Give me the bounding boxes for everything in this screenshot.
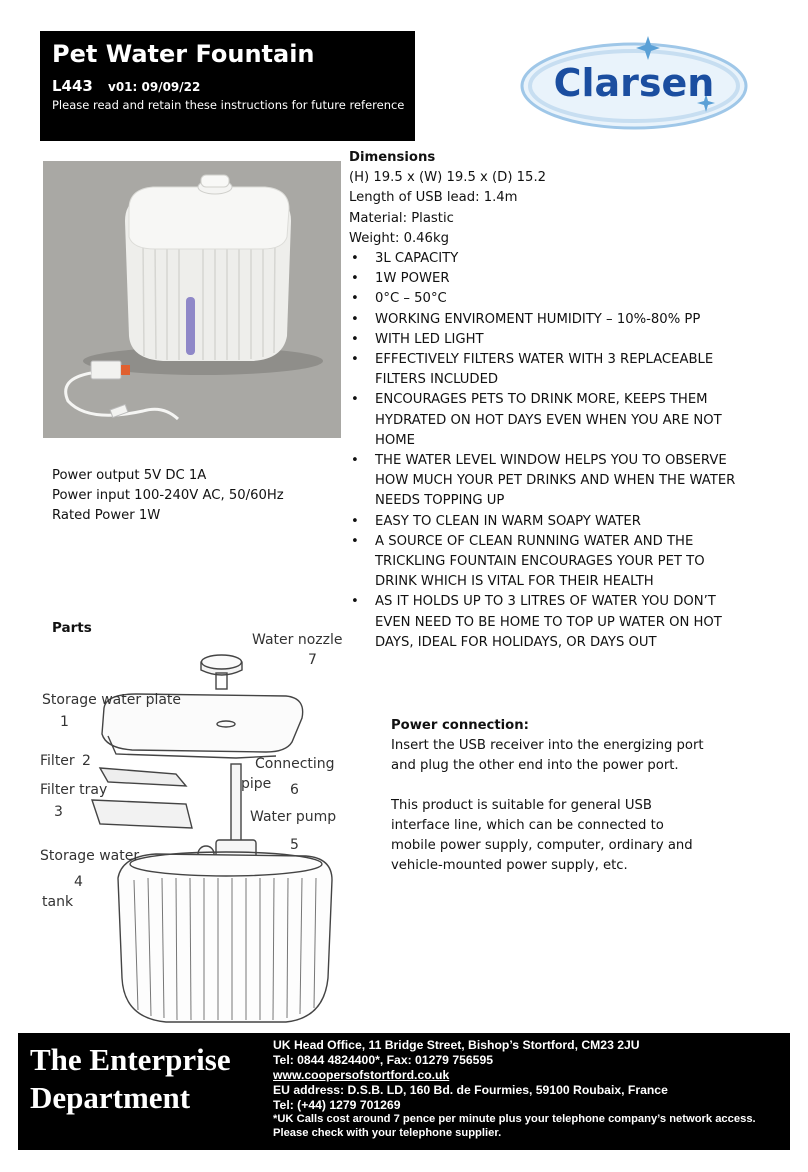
bullet: • bbox=[351, 513, 359, 529]
feature-list bbox=[349, 249, 769, 653]
power-connection bbox=[391, 716, 721, 876]
bullet: • bbox=[351, 251, 359, 267]
bullet: • bbox=[351, 331, 359, 347]
connection-compatibility: This product is suitable for general USB interface line, which can be connected to mobile power supply, computer, ordinary and vehicle-mounted power supply, etc. bbox=[391, 798, 693, 873]
bullet: • bbox=[351, 392, 359, 408]
contact-info bbox=[273, 1038, 756, 1140]
feature-item: • AS IT HOLDS UP TO 3 LITRES OF WATER YOU DON’T EVEN NEED TO BE HOME TO TOP UP WATER ON HOT DAYS, IDEAL FOR HOLIDAYS, OR DAYS OUT bbox=[351, 594, 722, 650]
label-num-1: 1 bbox=[60, 714, 69, 730]
bullet: • bbox=[351, 311, 359, 327]
label-storage-water: Storage water bbox=[40, 848, 140, 864]
label-pipe: pipe bbox=[241, 776, 272, 792]
retain-note: Please read and retain these instructions for future reference bbox=[52, 98, 405, 112]
specifications bbox=[349, 148, 769, 653]
supplier-note: Please check with your telephone supplier. bbox=[273, 1126, 502, 1139]
product-photo bbox=[43, 161, 341, 438]
label-storage-plate: Storage water plate bbox=[42, 692, 182, 708]
feature-item: • 1W POWER bbox=[349, 269, 769, 289]
bullet: • bbox=[351, 594, 359, 610]
bullet: • bbox=[351, 453, 359, 469]
version-date: v01: 09/09/22 bbox=[108, 80, 201, 94]
product-code: L443 bbox=[52, 77, 93, 95]
parts-diagram bbox=[36, 628, 376, 1033]
label-num-7: 7 bbox=[308, 652, 317, 668]
label-water-nozzle: Water nozzle bbox=[252, 632, 343, 648]
call-cost-note: *UK Calls cost around 7 pence per minute plus your telephone company’s network access. bbox=[273, 1113, 756, 1125]
spec-line: Weight: 0.46kg bbox=[349, 230, 449, 246]
label-num-2: 2 bbox=[82, 753, 91, 769]
power-input: Power input 100-240V AC, 50/60Hz bbox=[52, 488, 284, 504]
label-water-pump: Water pump bbox=[250, 809, 337, 825]
label-num-6: 6 bbox=[290, 782, 299, 798]
title-banner bbox=[40, 31, 415, 141]
feature-item: • WITH LED LIGHT bbox=[349, 330, 769, 350]
label-tank: tank bbox=[42, 894, 74, 910]
website-link[interactable]: www.coopersofstortford.co.uk bbox=[273, 1068, 450, 1082]
feature-item: • WORKING ENVIROMENT HUMIDITY – 10%-80% PP bbox=[349, 310, 769, 330]
eu-tel: Tel: (+44) 1279 701269 bbox=[273, 1098, 401, 1112]
bullet: • bbox=[351, 352, 359, 368]
footer bbox=[18, 1033, 790, 1150]
head-office: UK Head Office, 11 Bridge Street, Bishop’s Stortford, CM23 2JU bbox=[273, 1038, 640, 1052]
label-num-5: 5 bbox=[290, 837, 299, 853]
clarsen-logo bbox=[518, 30, 750, 134]
spec-line: (H) 19.5 x (W) 19.5 x (D) 15.2 bbox=[349, 170, 547, 186]
feature-item: • A SOURCE OF CLEAN RUNNING WATER AND THE TRICKLING FOUNTAIN ENCOURAGES YOUR PET TO DRINK WHICH IS VITAL FOR THEIR HEALTH bbox=[351, 533, 705, 590]
feature-item: • 0°C – 50°C bbox=[349, 289, 769, 309]
spec-line: Length of USB lead: 1.4m bbox=[349, 190, 518, 206]
bullet: • bbox=[351, 271, 359, 287]
label-connecting: Connecting bbox=[255, 756, 335, 772]
spec-line: Material: Plastic bbox=[349, 210, 454, 226]
feature-item: • EASY TO CLEAN IN WARM SOAPY WATER bbox=[349, 512, 769, 532]
label-filter-tray: Filter tray bbox=[40, 782, 108, 798]
power-specs bbox=[52, 466, 284, 527]
company-brand: The Enterprise Department bbox=[30, 1042, 231, 1115]
product-title: Pet Water Fountain bbox=[52, 40, 315, 68]
eu-address: EU address: D.S.B. LD, 160 Bd. de Fourmies, 59100 Roubaix, France bbox=[273, 1083, 668, 1097]
tel-fax: Tel: 0844 4824400*, Fax: 01279 756595 bbox=[273, 1053, 493, 1067]
parts-heading: Parts bbox=[52, 620, 92, 636]
dimensions-heading: Dimensions bbox=[349, 150, 436, 165]
bullet: • bbox=[351, 533, 359, 549]
label-filter: Filter bbox=[40, 753, 75, 769]
power-output: Power output 5V DC 1A bbox=[52, 468, 207, 483]
bullet: • bbox=[351, 291, 359, 307]
feature-item: • 3L CAPACITY bbox=[349, 249, 769, 269]
connection-instructions: Insert the USB receiver into the energizing port and plug the other end into the power port. bbox=[391, 738, 704, 773]
feature-item: • THE WATER LEVEL WINDOW HELPS YOU TO OBSERVE HOW MUCH YOUR PET DRINKS AND WHEN THE WATER NEEDS TOPPING UP bbox=[351, 453, 736, 509]
connection-heading: Power connection: bbox=[391, 718, 529, 733]
feature-item: • ENCOURAGES PETS TO DRINK MORE, KEEPS THEM HYDRATED ON HOT DAYS EVEN WHEN YOU ARE NOT HOME bbox=[351, 392, 722, 448]
label-num-3: 3 bbox=[54, 804, 63, 820]
feature-item: • EFFECTIVELY FILTERS WATER WITH 3 REPLACEABLE FILTERS INCLUDED bbox=[351, 352, 714, 388]
rated-power: Rated Power 1W bbox=[52, 508, 161, 524]
label-num-4: 4 bbox=[74, 874, 83, 890]
logo-text: Clarsen bbox=[553, 61, 715, 105]
